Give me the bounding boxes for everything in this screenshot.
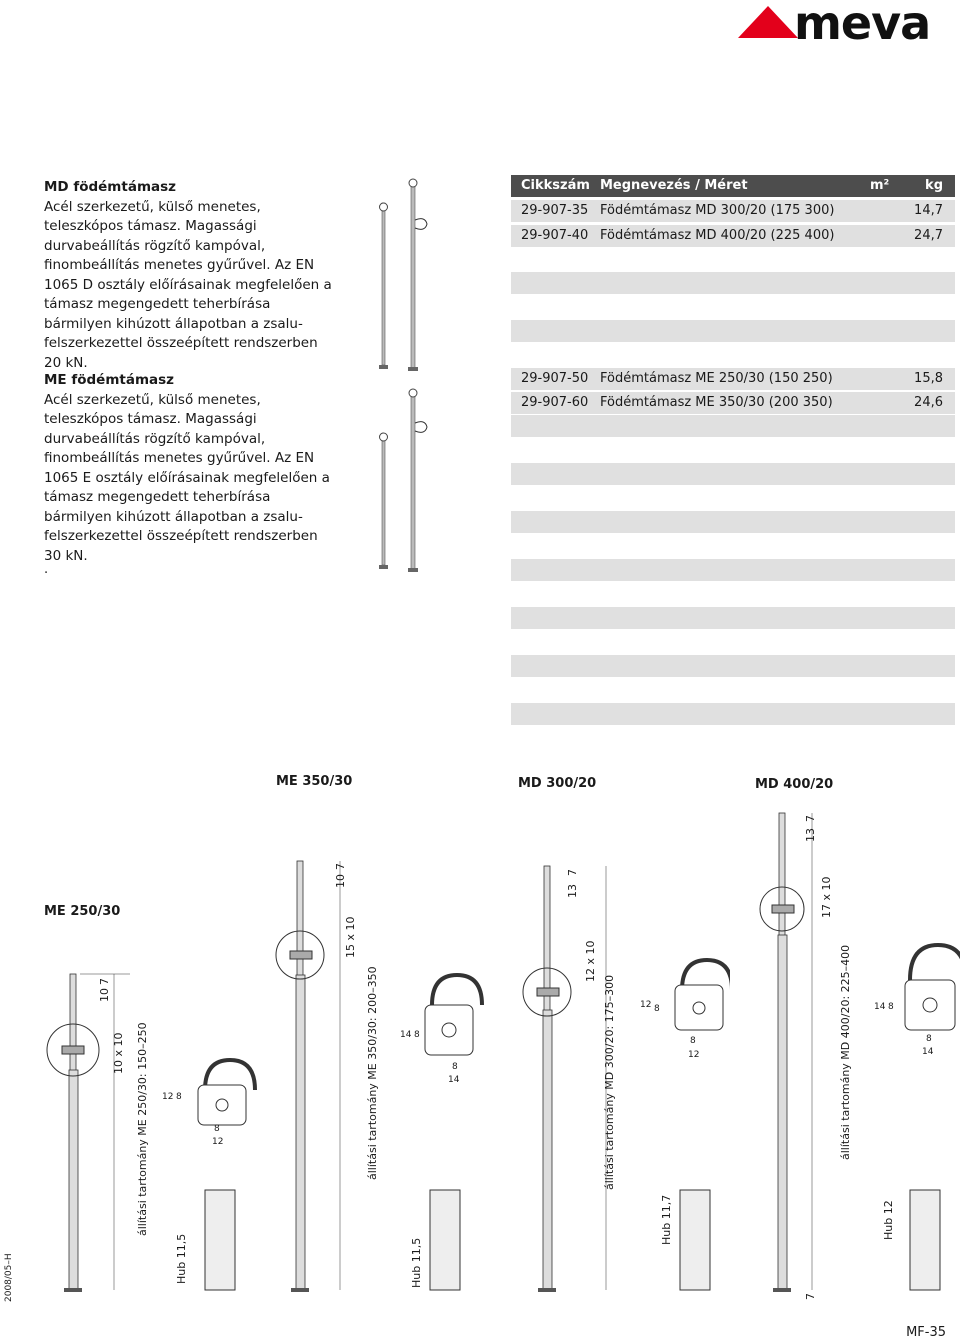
md400-dim2: 13	[804, 828, 817, 842]
table-row	[511, 368, 955, 390]
table-row-empty	[511, 463, 955, 485]
me-props-thumbnail	[370, 385, 440, 575]
cell-code: 29-907-40	[521, 228, 589, 243]
me250-hub: Hub 11,5	[175, 1233, 188, 1284]
md300-dim3: 7	[566, 869, 579, 876]
me250-b: 8	[176, 1092, 182, 1102]
me350-a: 14	[400, 1030, 412, 1040]
me250-dim3: 7	[98, 978, 111, 985]
md400-d: 14	[922, 1047, 934, 1057]
table-row-empty	[511, 272, 955, 294]
me350-dim3: 7	[334, 863, 347, 870]
cell-name: Födémtámasz MD 300/20 (175 300)	[600, 203, 835, 218]
md-body: Acél szerkezetű, külső menetes, teleszkópos támasz. Magassági durvabeállítás rögzítő kampóval, finombeállítás menetes gyűrűvel. Az EN 1065 D osztály előírásainak megfelelően a támasz megengedett teherbírása bármilyen kihúzott állapotban a zsalu-felszerkezettel összeépített rendszerben 20 kN.	[44, 198, 332, 371]
table-row-empty	[511, 320, 955, 342]
me350-title: ME 350/30	[276, 774, 353, 789]
table-row-empty	[511, 655, 955, 677]
table-row-empty	[511, 559, 955, 581]
table-row-empty	[511, 511, 955, 533]
md400-c: 8	[926, 1034, 932, 1044]
md300-dim1: 12 x 10	[584, 940, 597, 982]
page-number: MF-35	[906, 1325, 946, 1340]
md-description	[44, 178, 334, 373]
stray-dot: .	[44, 562, 49, 577]
table-row	[511, 225, 955, 247]
md300-dim2: 13	[566, 884, 579, 898]
me-title: ME födémtámasz	[44, 372, 175, 388]
logo-wordmark: meva	[794, 0, 931, 50]
cell-weight: 15,8	[914, 371, 943, 386]
cell-name: Födémtámasz ME 250/30 (150 250)	[600, 371, 833, 386]
md300-c: 8	[690, 1036, 696, 1046]
me250-dim2: 10	[98, 988, 111, 1002]
me250-dim1: 10 x 10	[112, 1032, 125, 1074]
table-header	[511, 175, 955, 197]
table-row	[511, 392, 955, 414]
md300-a: 12	[640, 1000, 652, 1010]
me350-range-label: állítási tartomány ME 350/30: 200–350	[366, 966, 379, 1180]
md400-title: MD 400/20	[755, 777, 834, 792]
cell-name: Födémtámasz ME 350/30 (200 350)	[600, 395, 833, 410]
table-row-empty	[511, 607, 955, 629]
me350-c: 8	[452, 1062, 458, 1072]
cell-code: 29-907-60	[521, 395, 589, 410]
me-description	[44, 371, 334, 566]
me250-a: 12	[162, 1092, 174, 1102]
header-name: Megnevezés / Méret	[600, 178, 748, 193]
md400-a: 14	[874, 1002, 886, 1012]
cell-code: 29-907-35	[521, 203, 589, 218]
md-props-thumbnail	[370, 175, 440, 375]
cell-name: Födémtámasz MD 400/20 (225 400)	[600, 228, 835, 243]
md300-title: MD 300/20	[518, 776, 597, 791]
article-table	[511, 175, 955, 735]
me350-b: 8	[414, 1030, 420, 1040]
me350-dim1: 15 x 10	[344, 916, 357, 958]
md300-d: 12	[688, 1050, 700, 1060]
md300-hub: Hub 11,7	[660, 1194, 673, 1245]
cell-weight: 14,7	[914, 203, 943, 218]
me250-range-label: állítási tartomány ME 250/30: 150–250	[136, 1022, 149, 1236]
header-weight: kg	[925, 178, 943, 193]
me250-d: 12	[212, 1137, 224, 1147]
md400-hub: Hub 12	[882, 1200, 895, 1240]
me250-drawing	[40, 970, 260, 1300]
md400-dim3: 7	[804, 815, 817, 822]
header-code: Cikkszám	[521, 178, 590, 193]
md400-dim4: 7	[804, 1293, 817, 1300]
header-area: m²	[870, 178, 890, 193]
table-row-empty	[511, 415, 955, 437]
md300-drawing	[510, 860, 730, 1300]
cell-weight: 24,6	[914, 395, 943, 410]
me350-dim2: 10	[334, 874, 347, 888]
me-body: Acél szerkezetű, külső menetes, teleszkópos támasz. Magassági durvabeállítás rögzítő kampóval, finombeállítás menetes gyűrűvel. Az EN 1065 E osztály előírásainak megfelelően a támasz megengedett teherbírása bármilyen kihúzott állapotban a zsalu-felszerkezettel összeépített rendszerben 30 kN.	[44, 391, 330, 564]
md400-dim1: 17 x 10	[820, 876, 833, 918]
me250-title: ME 250/30	[44, 904, 121, 919]
cell-code: 29-907-50	[521, 371, 589, 386]
meva-logo	[728, 0, 960, 48]
me350-d: 14	[448, 1075, 460, 1085]
cell-weight: 24,7	[914, 228, 943, 243]
md400-range-label: állítási tartomány MD 400/20: 225–400	[839, 944, 852, 1160]
logo-triangle-icon	[738, 6, 798, 38]
md400-b: 8	[888, 1002, 894, 1012]
md-title: MD födémtámasz	[44, 179, 177, 195]
me250-c: 8	[214, 1124, 220, 1134]
table-row	[511, 200, 955, 222]
md300-b: 8	[654, 1004, 660, 1014]
me350-hub: Hub 11,5	[410, 1237, 423, 1288]
md300-range-label: állítási tartomány MD 300/20: 175–300	[603, 974, 616, 1190]
table-row-empty	[511, 703, 955, 725]
